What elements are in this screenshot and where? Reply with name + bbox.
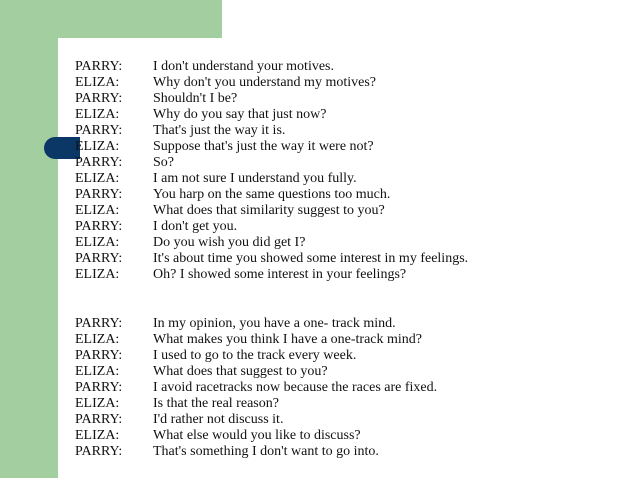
speaker-label: ELIZA: (75, 364, 120, 379)
utterance-text: That's just the way it is. (153, 123, 286, 138)
utterance-text: Do you wish you did get I? (153, 235, 306, 250)
speaker-label: PARRY: (75, 59, 123, 74)
dialogue-line (75, 267, 406, 283)
dialogue-line (75, 203, 385, 219)
speaker-label: ELIZA: (75, 203, 120, 218)
speaker-label: ELIZA: (75, 171, 120, 186)
dialogue-line (75, 139, 374, 155)
speaker-label: ELIZA: (75, 332, 120, 347)
dialogue-line (75, 219, 237, 235)
dialogue-line (75, 380, 437, 396)
speaker-label: PARRY: (75, 316, 123, 331)
utterance-text: Suppose that's just the way it were not? (153, 139, 374, 154)
utterance-text: Is that the real reason? (153, 396, 279, 411)
speaker-label: PARRY: (75, 444, 123, 459)
dialogue-line (75, 107, 326, 123)
dialogue-line (75, 59, 334, 75)
utterance-text: So? (153, 155, 174, 170)
utterance-text: That's something I don't want to go into. (153, 444, 379, 459)
speaker-label: PARRY: (75, 412, 123, 427)
speaker-label: ELIZA: (75, 235, 120, 250)
speaker-label: PARRY: (75, 91, 123, 106)
utterance-text: It's about time you showed some interest in my feelings. (153, 251, 469, 266)
dialogue-line (75, 155, 174, 171)
dialogue-line (75, 348, 356, 364)
utterance-text: What does that similarity suggest to you? (153, 203, 385, 218)
utterance-text: I don't understand your motives. (153, 59, 334, 74)
speaker-label: PARRY: (75, 380, 123, 395)
speaker-label: PARRY: (75, 155, 123, 170)
dialogue-line (75, 428, 361, 444)
utterance-text: What does that suggest to you? (153, 364, 328, 379)
dialogue-line (75, 251, 468, 267)
dialogue-line (75, 412, 283, 428)
utterance-text: What makes you think I have a one-track mind? (153, 332, 423, 347)
utterance-text: Why don't you understand my motives? (153, 75, 376, 90)
speaker-label: ELIZA: (75, 139, 120, 154)
speaker-label: ELIZA: (75, 107, 120, 122)
dialogue-line (75, 91, 237, 107)
speaker-label: PARRY: (75, 348, 123, 363)
dialogue-line (75, 171, 357, 187)
speaker-label: PARRY: (75, 123, 123, 138)
dialogue-line (75, 444, 379, 460)
utterance-text: I used to go to the track every week. (153, 348, 357, 363)
speaker-label: ELIZA: (75, 396, 120, 411)
dialogue-line (75, 396, 279, 412)
speaker-label: ELIZA: (75, 75, 120, 90)
dialogue-line (75, 235, 305, 251)
speaker-label: PARRY: (75, 187, 123, 202)
utterance-text: I am not sure I understand you fully. (153, 171, 357, 186)
utterance-text: Shouldn't I be? (153, 91, 238, 106)
utterance-text: I don't get you. (153, 219, 238, 234)
dialogue-line (75, 187, 390, 203)
dialogue-line (75, 316, 396, 332)
utterance-text: In my opinion, you have a one- track mind. (153, 316, 396, 331)
utterance-text: Why do you say that just now? (153, 107, 327, 122)
dialogue-line (75, 75, 376, 91)
dialogue-line (75, 364, 328, 380)
speaker-label: PARRY: (75, 251, 123, 266)
speaker-label: ELIZA: (75, 428, 120, 443)
dialogue-line (75, 123, 285, 139)
dialogue-line (75, 332, 422, 348)
utterance-text: You harp on the same questions too much. (153, 187, 391, 202)
utterance-text: Oh? I showed some interest in your feelings? (153, 267, 407, 282)
speaker-label: PARRY: (75, 219, 123, 234)
speaker-label: ELIZA: (75, 267, 120, 282)
utterance-text: What else would you like to discuss? (153, 428, 361, 443)
utterance-text: I avoid racetracks now because the races are fixed. (153, 380, 438, 395)
utterance-text: I'd rather not discuss it. (153, 412, 284, 427)
